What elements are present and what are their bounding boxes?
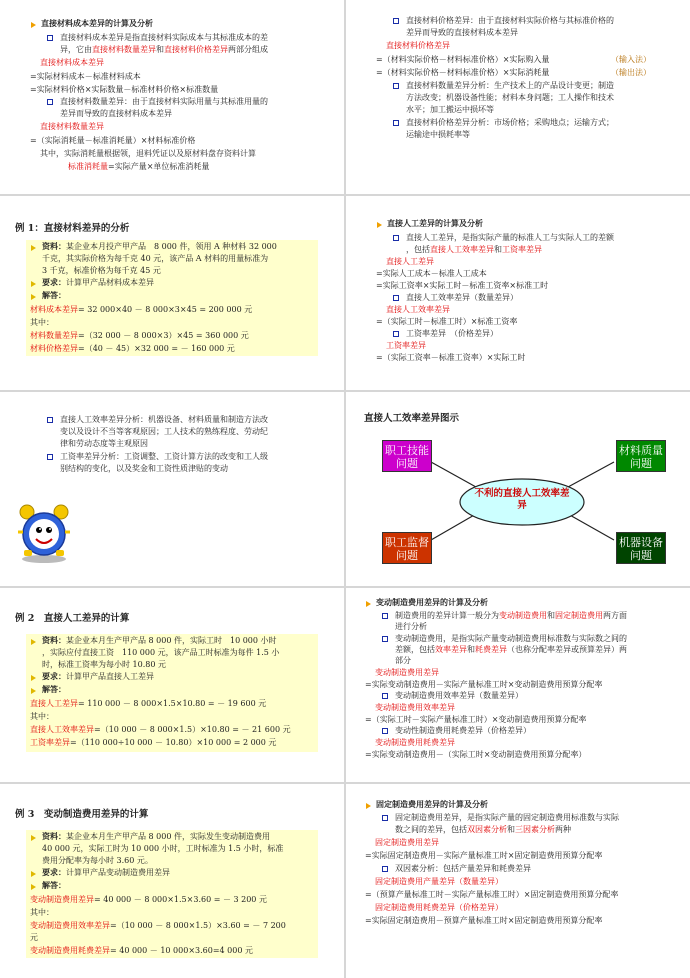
data-line: 解答：: [42, 290, 66, 300]
paragraph-line: 别结构的变化，以及奖金和工资性质津贴的变动: [60, 464, 228, 473]
paragraph-line: 直接材料价格差异：由于直接材料实际价格与其标准价格的: [406, 16, 614, 25]
data-line: 时，标准工资率为每小时 10.80 元: [42, 660, 166, 669]
paragraph-line: 制造费用的差异计算一般分为变动制造费用和固定制造费用两方面: [395, 611, 627, 620]
formula-line: =实际变动制造费用－实际产量标准工时×变动制造费用预算分配率: [365, 680, 603, 689]
calc-line: 元: [30, 933, 38, 942]
paragraph-line: 工资率差异 （价格差异）: [406, 329, 498, 338]
formula-line: =（材料实际价格－材料标准价格）×实际购入量: [376, 55, 550, 64]
section-heading: 直接人工差异的计算及分析: [387, 218, 483, 228]
formula-line: 标准消耗量=实际产量×单位标准消耗量: [68, 162, 210, 171]
slide-example-1: [0, 196, 344, 390]
formula-label: 变动制造费用差异: [375, 668, 439, 677]
arrow-bullet-icon: [31, 281, 36, 287]
formula-label: 直接材料成本差异: [40, 58, 104, 67]
formula-line: =实际材料成本－标准材料成本: [30, 72, 141, 81]
calc-line: 工资率差异=（110 000÷10 000 － 10.80）×10 000 = 2 000 元: [30, 738, 277, 747]
arrow-bullet-icon: [31, 675, 36, 681]
arrow-bullet-icon: [366, 803, 371, 809]
square-bullet-icon: [393, 120, 399, 126]
method-note: （输出法）: [611, 68, 651, 77]
alarm-clock-icon: [14, 502, 74, 564]
data-line: 3 千克，标准价格为每千克 45 元: [42, 266, 161, 275]
arrow-bullet-icon: [31, 884, 36, 890]
calc-line: 变动制造费用耗费差异= 40 000 － 10 000×3.60=4 000 元: [30, 946, 253, 955]
slide-variable-overhead-variance: [346, 588, 690, 782]
formula-label: 变动制造费用耗费差异: [375, 738, 455, 747]
arrow-bullet-icon: [31, 871, 36, 877]
data-line: 40 000 元，实际工时为 10 000 小时，工时标准为 1.5 小时，标准: [42, 844, 284, 853]
calc-line: 其中：: [30, 318, 54, 327]
paragraph-line: 差异而导致的直接材料成本差异: [60, 109, 172, 118]
slide-title: 例 2 直接人工差异的计算: [15, 613, 130, 624]
data-line: 要求：计算甲产品直接人工差异: [42, 671, 154, 681]
slide-example-3: [0, 784, 344, 978]
data-line: 解答：: [42, 684, 66, 694]
square-bullet-icon: [393, 331, 399, 337]
connector-line: [568, 462, 614, 487]
center-node: 不利的直接人工效率差异: [474, 488, 570, 511]
arrow-bullet-icon: [366, 601, 371, 607]
formula-line: =实际工资率×实际工时－标准工资率×标准工时: [376, 281, 549, 290]
paragraph-line: 变以及设计不当等客观原因；工人技术的熟练程度、劳动纪: [60, 427, 268, 436]
square-bullet-icon: [47, 35, 53, 41]
node-machine-equipment: 机器设备问题: [616, 532, 666, 564]
paragraph-line: 差异而导致的直接材料成本差异: [406, 28, 518, 37]
formula-line: =实际变动制造费用－（实际工时×变动制造费用预算分配率）: [365, 750, 587, 759]
square-bullet-icon: [47, 454, 53, 460]
data-line: ，实际应付直接工资 110 000 元，该产品工时标准为每件 1.5 小: [42, 648, 280, 657]
square-bullet-icon: [382, 613, 388, 619]
formula-line: =（预算产量标准工时－实际产量标准工时）×固定制造费用预算分配率: [365, 890, 619, 899]
calc-line: 其中：: [30, 908, 54, 917]
calc-line: 材料成本差异= 32 000×40 － 8 000×3×45 = 200 000 元: [30, 305, 253, 314]
paragraph-line: 数之间的差异，包括双因素分析和三因素分析两种: [395, 825, 571, 834]
square-bullet-icon: [393, 83, 399, 89]
formula-line: =（实际工时－标准工时）×标准工资率: [376, 317, 518, 326]
calc-line: 变动制造费用差异= 40 000 － 8 000×1.5×3.60 = － 3 200 元: [30, 895, 267, 904]
slide-title: 例 1：直接材料差异的分析: [15, 223, 130, 234]
square-bullet-icon: [393, 18, 399, 24]
section-heading: 变动制造费用差异的计算及分析: [376, 597, 488, 607]
formula-line: =实际材料价格×实际数量－标准材料价格×标准数量: [30, 85, 219, 94]
slide-direct-labor-variance: [346, 196, 690, 390]
paragraph-line: 直接材料数量差异：由于直接材料实际用量与其标准用量的: [60, 97, 268, 106]
formula-line: =实际人工成本－标准人工成本: [376, 269, 487, 278]
arrow-bullet-icon: [31, 245, 36, 251]
paragraph-line: 部分: [395, 656, 411, 665]
arrow-bullet-icon: [31, 294, 36, 300]
formula-label: 固定制造费用差异: [375, 838, 439, 847]
paragraph-line: 双因素分析：包括产量差异和耗费差异: [395, 864, 531, 873]
formula-line: =实际固定制造费用－预算产量标准工时×固定制造费用预算分配率: [365, 916, 603, 925]
slide-material-price-variance: [346, 0, 690, 194]
data-line: 费用分配率为每小时 3.60 元。: [42, 856, 153, 865]
paragraph-line: 方法改变；机器设备性能；材料本身问题；工人操作和技术: [406, 93, 614, 102]
calc-line: 直接人工效率差异=（10 000 － 8 000×1.5）×10.80 = － 21 600 元: [30, 725, 291, 734]
connector-line: [568, 514, 614, 540]
data-line: 要求：计算甲产品材料成本差异: [42, 277, 154, 287]
paragraph-line: 直接材料成本差异是指直接材料实际成本与其标准成本的差: [60, 33, 268, 42]
paragraph-line: ，包括直接人工效率差异和工资率差异: [406, 245, 542, 254]
paragraph-line: 进行分析: [395, 622, 427, 631]
data-line: 解答：: [42, 880, 66, 890]
square-bullet-icon: [393, 295, 399, 301]
section-heading: 固定制造费用差异的计算及分析: [376, 799, 488, 809]
slide-title: 直接人工效率差异图示: [364, 413, 460, 424]
paragraph-line: 直接材料价格差异分析：市场价格；采购地点；运输方式；: [406, 118, 614, 127]
paragraph-line: 直接人工差异，是指实际产量的标准人工与实际人工的差额: [406, 233, 614, 242]
arrow-bullet-icon: [31, 688, 36, 694]
slide-labor-variance-analysis: [0, 392, 344, 586]
formula-label: 变动制造费用效率差异: [375, 703, 455, 712]
paragraph-line: 水平；加工搬运中损坏等: [406, 105, 494, 114]
paragraph-line: 变动制造费用效率差异（数量差异）: [395, 691, 523, 700]
slide-example-2: [0, 588, 344, 782]
square-bullet-icon: [47, 417, 53, 423]
formula-label: 固定制造费用耗费差异（价格差异）: [375, 903, 503, 912]
calc-line: 变动制造费用效率差异=（10 000 － 8 000×1.5）×3.60 = － 7 200: [30, 921, 286, 930]
section-heading: 直接材料成本差异的计算及分析: [41, 18, 153, 28]
formula-line: =（实际工时－实际产量标准工时）×变动制造费用预算分配率: [365, 715, 587, 724]
paragraph-line: 运输途中损耗率等: [406, 130, 470, 139]
slide-labor-efficiency-diagram: [346, 392, 690, 586]
formula-line: =实际固定制造费用－实际产量标准工时×固定制造费用预算分配率: [365, 851, 603, 860]
slide-title: 例 3 变动制造费用差异的计算: [15, 809, 149, 820]
calc-line: 材料价格差异=（40 － 45）×32 000 = － 160 000 元: [30, 344, 235, 353]
paragraph-line: 直接材料数量差异分析：生产技术上的产品设计变更；制造: [406, 81, 614, 90]
square-bullet-icon: [382, 815, 388, 821]
square-bullet-icon: [382, 728, 388, 734]
slide-direct-material-cost-variance: [0, 0, 344, 194]
square-bullet-icon: [47, 99, 53, 105]
square-bullet-icon: [393, 235, 399, 241]
formula-line: =（实际消耗量－标准消耗量）×材料标准价格: [30, 136, 196, 145]
data-line: 资料：某企业本月投产甲产品 8 000 件，领用 A 种材料 32 000: [42, 241, 277, 251]
connector-line: [431, 514, 476, 540]
paragraph-line: 变动制造费用，是指实际产量变动制造费用标准数与实际数之间的: [395, 634, 627, 643]
formula-label: 固定制造费用产量差异（数量差异）: [375, 877, 503, 886]
formula-label: 直接材料数量差异: [40, 122, 104, 131]
square-bullet-icon: [382, 636, 388, 642]
arrow-bullet-icon: [377, 222, 382, 228]
formula-label: 直接材料价格差异: [386, 41, 450, 50]
arrow-bullet-icon: [31, 639, 36, 645]
data-line: 资料：某企业本月生产甲产品 8 000 件，实际工时 10 000 小时: [42, 635, 277, 645]
calc-line: 材料数量差异=（32 000 － 8 000×3）×45 = 360 000 元: [30, 331, 249, 340]
arrow-bullet-icon: [31, 22, 36, 28]
formula-line: =（实际工资率－标准工资率）×实际工时: [376, 353, 526, 362]
data-line: 要求：计算甲产品变动制造费用差异: [42, 867, 170, 877]
formula-label: 工资率差异: [386, 341, 426, 350]
square-bullet-icon: [382, 866, 388, 872]
formula-line: 其中，实际消耗量根据领，退料凭证以及原材料盘存资料计算: [40, 149, 256, 158]
method-note: （输入法）: [611, 55, 651, 64]
calc-line: 直接人工差异= 110 000 － 8 000×1.5×10.80 = － 19 600 元: [30, 699, 267, 708]
paragraph-line: 直接人工效率差异分析：机器设备、材料质量和制造方法改: [60, 415, 268, 424]
calc-line: 其中：: [30, 712, 54, 721]
formula-label: 直接人工差异: [386, 257, 434, 266]
formula-label: 直接人工效率差异: [386, 305, 450, 314]
node-material-quality: 材料质量问题: [616, 440, 666, 472]
node-staff-supervision: 职工监督问题: [382, 532, 432, 564]
paragraph-line: 律和劳动态度等主观原因: [60, 439, 148, 448]
paragraph-line: 异，它由直接材料数量差异和直接材料价格差异两部分组成: [60, 45, 268, 54]
data-line: 千克，其实际价格为每千克 40 元，该产品 A 材料的用量标准为: [42, 254, 269, 263]
slide-fixed-overhead-variance: [346, 784, 690, 978]
node-staff-skill: 职工技能问题: [382, 440, 432, 472]
paragraph-line: 固定制造费用差异，是指实际产量的固定制造费用标准数与实际: [395, 813, 619, 822]
formula-line: =（材料实际价格－材料标准价格）×实际消耗量: [376, 68, 550, 77]
paragraph-line: 工资率差异分析：工资调整、工资计算方法的改变和工人级: [60, 452, 268, 461]
data-line: 资料：某企业本月生产甲产品 8 000 件，实际发生变动制造费用: [42, 831, 270, 841]
connector-line: [431, 462, 476, 487]
paragraph-line: 变动性制造费用耗费差异（价格差异）: [395, 726, 531, 735]
arrow-bullet-icon: [31, 835, 36, 841]
paragraph-line: 直接人工效率差异（数量差异）: [406, 293, 518, 302]
paragraph-line: 差额，包括效率差异和耗费差异（也称分配率差异或预算差异）两: [395, 645, 627, 654]
square-bullet-icon: [382, 693, 388, 699]
